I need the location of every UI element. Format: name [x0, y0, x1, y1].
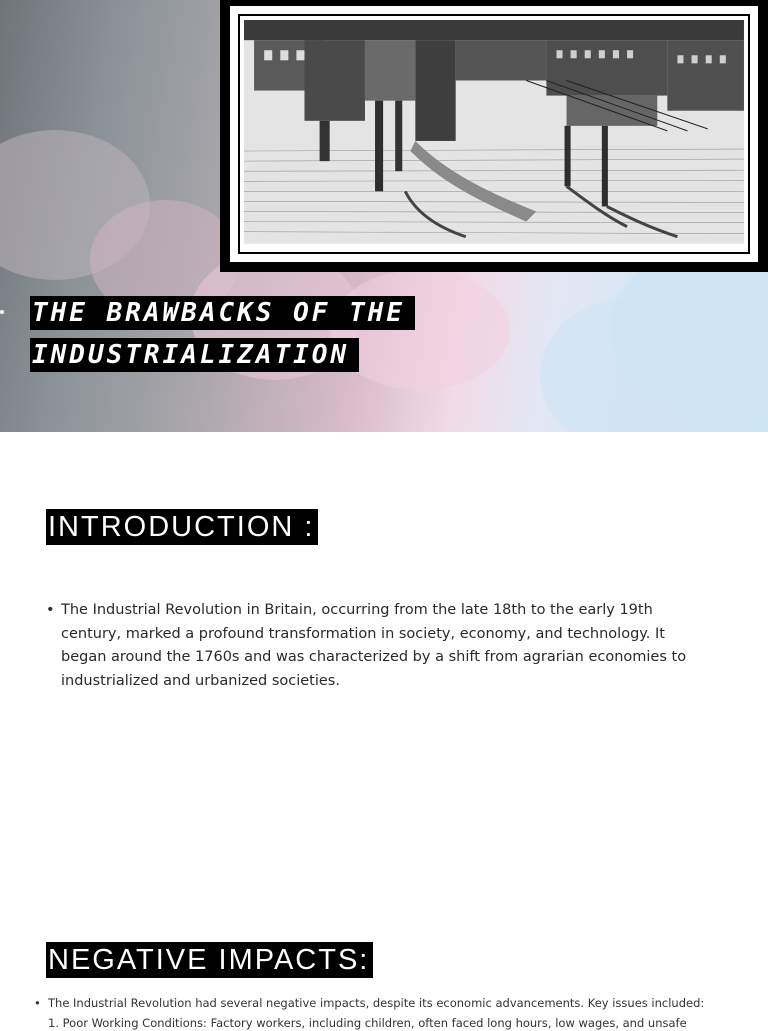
negative-impacts-heading: NEGATIVE IMPACTS: — [46, 942, 373, 978]
introduction-text: The Industrial Revolution in Britain, occurring from the late 18th to the early 19th century, marked a profound transformation in society, economy, and technology. It began around the 1760s and was characterized by a shift from agrarian economies to industrialized and urbanized societies. — [61, 602, 687, 689]
impacts-paragraph — [34, 996, 734, 1011]
impacts-list-item-1: 1. Poor Working Conditions: Factory workers, including children, often faced long hours, low wages, and unsafe — [48, 1016, 687, 1030]
title-line-1: THE BRAWBACKS OF THE — [30, 296, 415, 330]
industrial-engraving-image — [244, 20, 744, 244]
slide-title — [30, 296, 415, 372]
introduction-paragraph — [46, 599, 706, 693]
title-slide — [0, 0, 768, 432]
picture-frame — [220, 0, 768, 272]
title-line-2: INDUSTRIALIZATION — [30, 338, 359, 372]
bullet-marker: • — [34, 996, 41, 1010]
introduction-heading: INTRODUCTION : — [46, 509, 318, 545]
bullet-marker — [0, 310, 4, 314]
bullet-marker: • — [46, 602, 55, 618]
impacts-text: The Industrial Revolution had several negative impacts, despite its economic advancements. Key issues included: — [48, 996, 705, 1010]
